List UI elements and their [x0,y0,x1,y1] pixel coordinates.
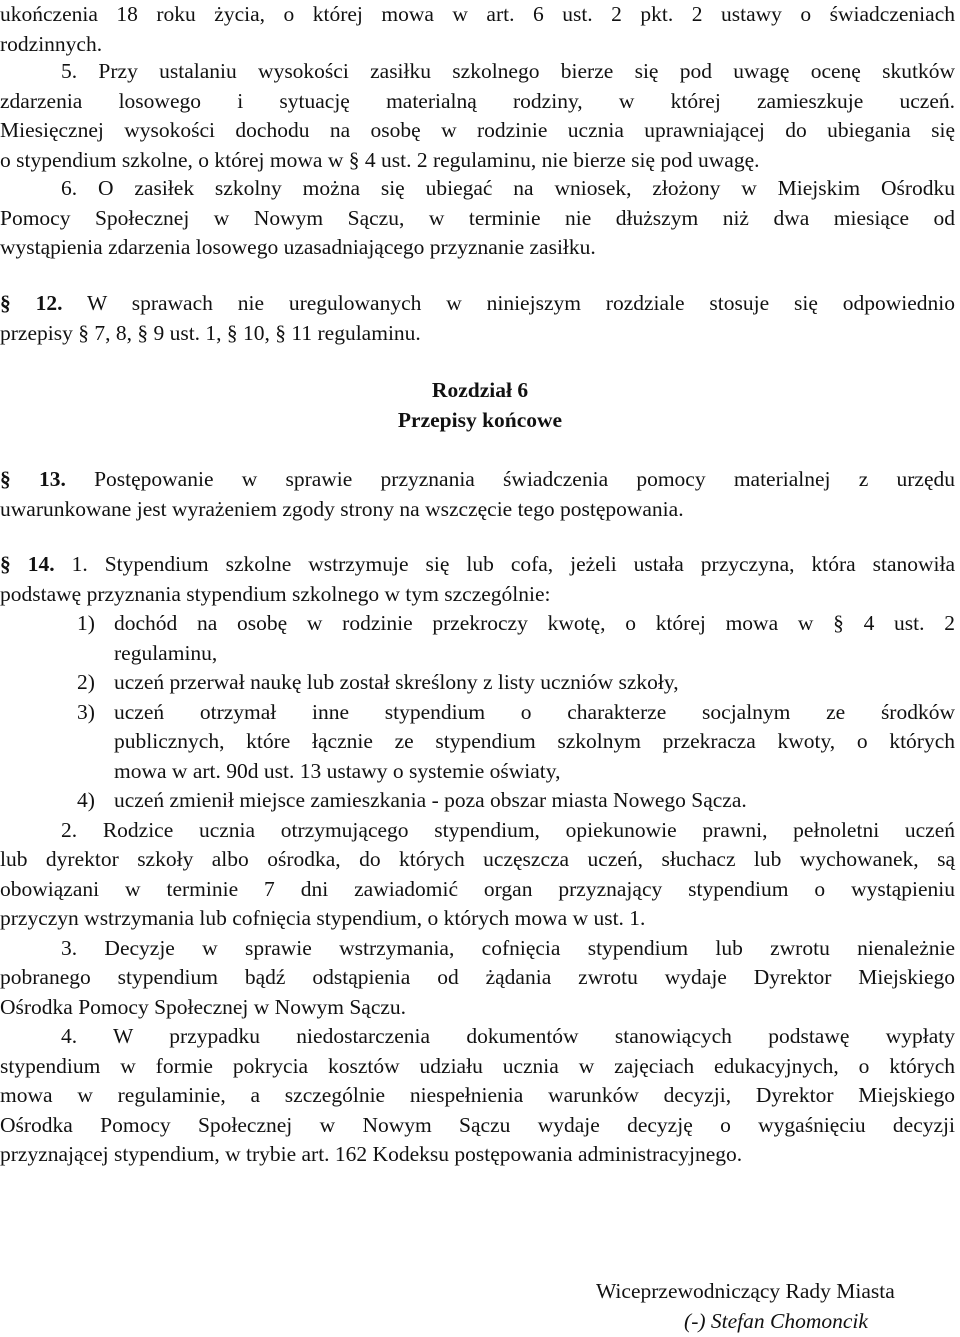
section-12 [0,289,955,348]
section-text: 1. Stypendium szkolne wstrzymuje się lub cofa, jeżeli ustała przyczyna, która stanowiła [71,552,956,576]
text-line: 3. Decyzje w sprawie wstrzymania, cofnięcia stypendium lub zwrotu nienależnie [61,935,955,960]
paragraph-14-4 [0,1022,955,1170]
text-line: 6. O zasiłek szkolny można się ubiegać na wniosek, złożony w Miejskim Ośrodku [61,176,955,200]
intro-paragraph [0,0,955,59]
text-line: 5. Przy ustalaniu wysokości zasiłku szkolnego bierze się pod uwagę ocenę skutków [61,59,955,83]
list-item-number: 4) [77,788,95,812]
list-item-number: 3) [77,699,95,724]
text-line: Miesięcznej wysokości dochodu na osobę w rodzinie ucznia uprawniającej do ubiegania się [0,118,955,142]
text-line: Ośrodka Pomocy Społecznej w Nowym Sączu. [0,994,407,1019]
text-line: uczeń przerwał naukę lub został skreślony z listy uczniów szkoły, [114,670,679,694]
section-marker: § 13. [0,467,66,491]
section-text: W sprawach nie uregulowanych w niniejszym rozdziale stosuje się odpowiednio [86,291,955,315]
paragraph-14-3 [0,934,955,1023]
text-line: przepisy § 7, 8, § 9 ust. 1, § 10, § 11 regulaminu. [0,320,421,345]
list-item [0,609,955,668]
text-line: regulaminu, [114,640,218,665]
text-line: uczeń otrzymał inne stypendium o charakterze socjalnym ze środków [114,699,955,724]
paragraph-6 [0,174,955,263]
section-14 [0,550,955,1170]
section-text: Postępowanie w sprawie przyznania świadczenia pomocy materialnej z urzędu [94,467,955,491]
text-line: dochód na osobę w rodzinie przekroczy kwotę, o której mowa w § 4 ust. 2 [114,611,955,635]
list-item [0,786,955,816]
signature-role: Wiceprzewodniczący Rady Miasta [596,1279,895,1303]
list-item-number: 1) [77,611,95,635]
list-item [0,668,955,698]
text-line: 4. W przypadku niedostarczenia dokumentów stanowiących podstawę wypłaty [61,1024,955,1048]
signature-name: (-) Stefan Chomoncik [684,1308,868,1333]
text-line: przyczyn wstrzymania lub cofnięcia stypendium, o których mowa w ust. 1. [0,906,646,930]
text-line [0,550,955,580]
section-marker: § 14. [0,552,55,576]
text-line: o stypendium szkolne, o której mowa w § 4 ust. 2 regulaminu, nie bierze się pod uwagę. [0,147,760,172]
text-line: pobranego stypendium bądź odstąpienia od żądania zwrotu wydaje Dyrektor Miejskiego [0,965,955,989]
text-line: Pomocy Społecznej w Nowym Sączu, w terminie nie dłuższym niż dwa miesiące od [0,205,955,230]
text-line: obowiązani w terminie 7 dni zawiadomić organ przyznający stypendium o wystąpieniu [0,876,955,901]
text-line: Ośrodka Pomocy Społecznej w Nowym Sączu wydaje decyzję o wygaśnięciu decyzji [0,1112,955,1137]
chapter-title: Przepisy końcowe [397,407,563,432]
text-line [0,465,955,495]
section-13 [0,465,955,524]
text-line: stypendium w formie pokrycia kosztów udziału ucznia w zajęciach edukacyjnych, o których [0,1053,955,1078]
list-item [0,698,955,787]
chapter-heading [0,376,960,435]
text-line: uczeń zmienił miejsce zamieszkania - poza obszar miasta Nowego Sącza. [114,788,747,812]
text-line: publicznych, które łącznie ze stypendium szkolnym przekracza kwoty, o których [114,729,955,753]
text-line: podstawę przyznania stypendium szkolnego w tym szczególnie: [0,581,551,606]
paragraph-5 [0,57,955,175]
list-item-number: 2) [77,670,95,694]
text-line: wystąpienia zdarzenia losowego uzasadniającego przyznanie zasiłku. [0,235,596,259]
text-line [0,289,955,319]
text-line: mowa w regulaminie, a szczególnie niespełnienia warunków decyzji, Dyrektor Miejskiego [0,1083,955,1107]
text-line: zdarzenia losowego i sytuację materialną rodziny, w której zamieszkuje uczeń. [0,88,955,113]
signature-block [596,1277,956,1336]
paragraph-14-2 [0,816,955,934]
text-line: mowa w art. 90d ust. 13 ustawy o systemie oświaty, [114,758,561,783]
text-line: uwarunkowane jest wyrażeniem zgody strony na wszczęcie tego postępowania. [0,496,684,521]
text-line: przyznającej stypendium, w trybie art. 162 Kodeksu postępowania administracyjnego. [0,1142,743,1166]
section-marker: § 12. [0,291,63,315]
text-line: rodzinnych. [0,31,103,56]
text-line: 2. Rodzice ucznia otrzymującego stypendium, opiekunowie prawni, pełnoletni uczeń [61,817,955,842]
text-line: ukończenia 18 roku życia, o której mowa w art. 6 ust. 2 pkt. 2 ustawy o świadczeniach [0,2,955,26]
text-line: lub dyrektor szkoły albo ośrodka, do których uczęszcza uczeń, słuchacz lub wychowanek, są [0,847,955,871]
chapter-number: Rozdział 6 [431,378,529,402]
